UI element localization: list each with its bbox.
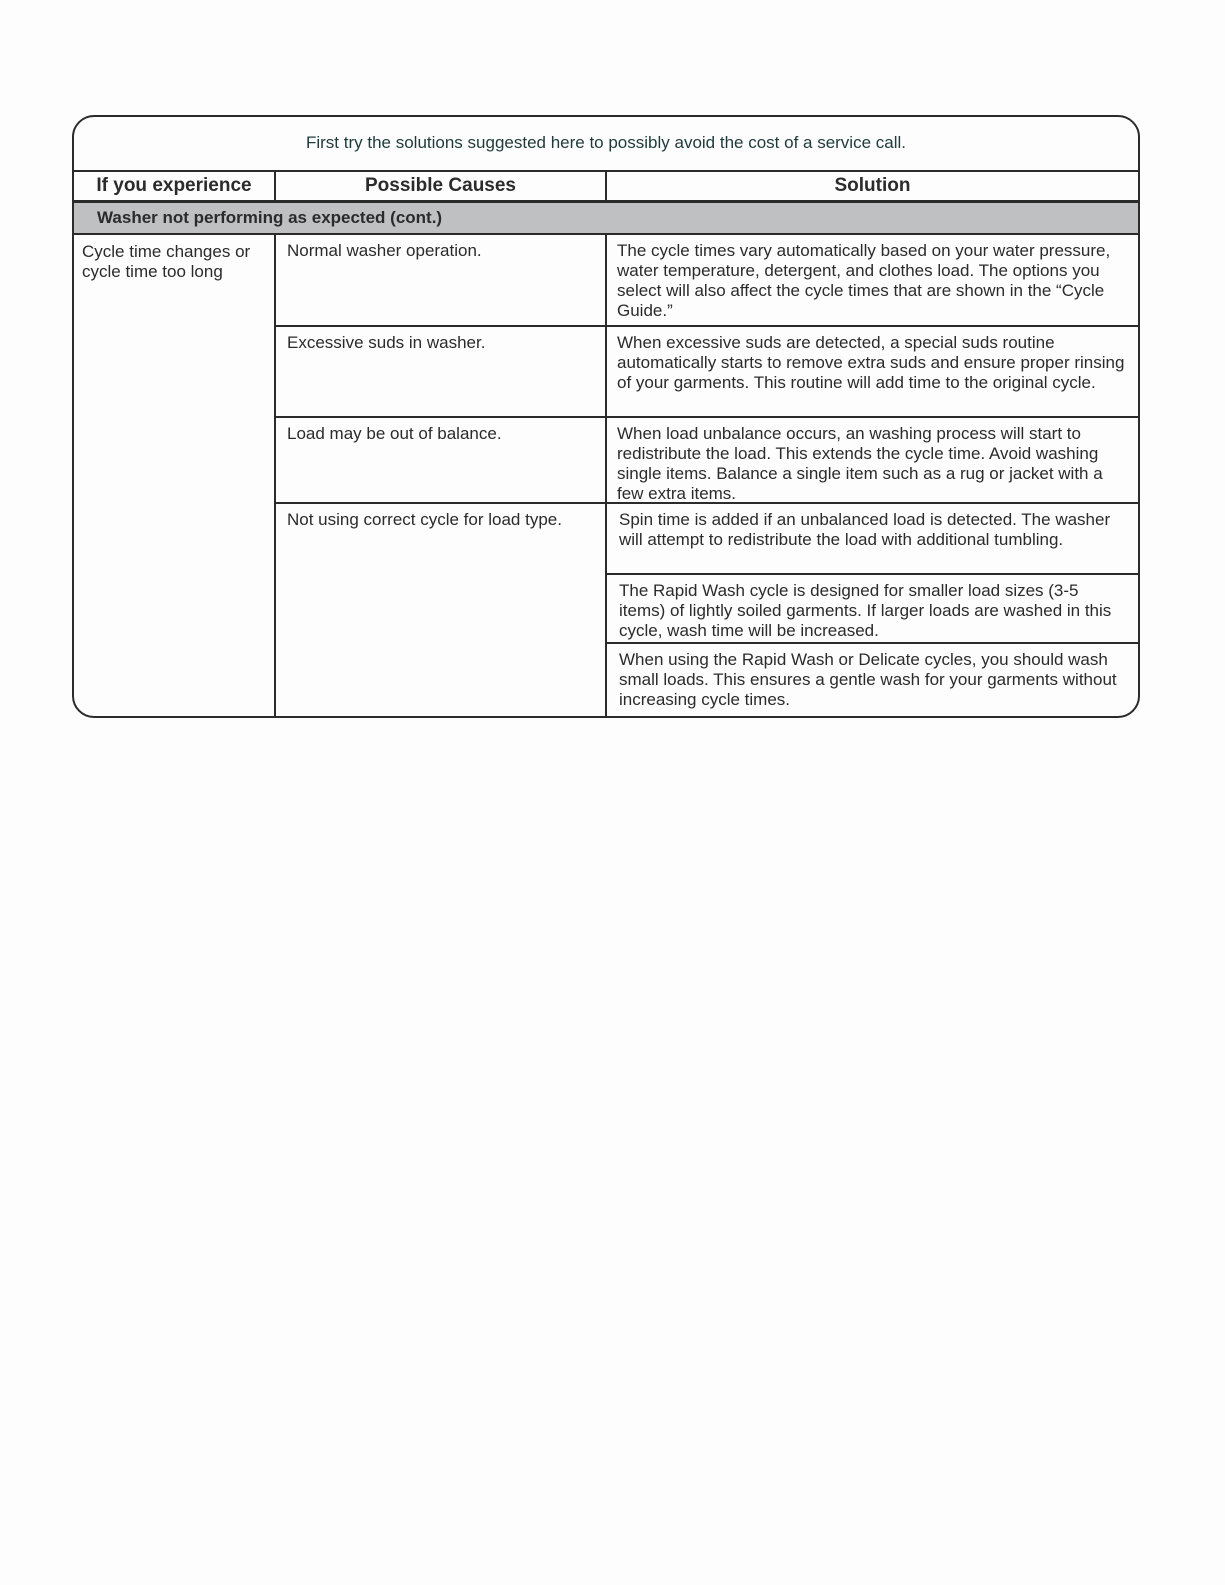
troubleshooting-table <box>72 115 1140 718</box>
header-causes: Possible Causes <box>276 172 607 200</box>
cause-cell: Not using correct cycle for load type. <box>276 504 607 716</box>
solution-cell: When using the Rapid Wash or Delicate cycles, you should wash small loads. This ensures a gentle wash for your garments without increasing cycle times. <box>619 650 1117 709</box>
header-solution: Solution <box>834 175 911 196</box>
header-experience: If you experience <box>74 172 276 200</box>
table-body <box>74 235 1138 716</box>
cause-cell: Load may be out of balance. <box>276 418 607 502</box>
cause-cell: Normal washer operation. <box>276 235 607 325</box>
solution-cell: When excessive suds are detected, a special suds routine automatically starts to remove extra suds and ensure proper rinsing of your garments. This routine will add time to the original cycle. <box>617 333 1125 392</box>
solution-cell: The cycle times vary automatically based on your water pressure, water temperature, detergent, and clothes load. The options you select will also affect the cycle times that are shown in the “Cycle Guide.” <box>617 241 1111 320</box>
solution-cell: Spin time is added if an unbalanced load is detected. The washer will attempt to redistribute the load with additional tumbling. <box>607 504 1138 575</box>
table-row <box>276 504 1138 716</box>
table-row <box>276 418 1138 504</box>
table-header <box>74 172 1138 203</box>
problem-cell: Cycle time changes or cycle time too long <box>74 235 276 716</box>
solution-cell: The Rapid Wash cycle is designed for smaller load sizes (3-5 items) of lightly soiled garments. If larger loads are washed in this cycle, wash time will be increased. <box>607 575 1138 644</box>
causes-solutions <box>276 235 1138 716</box>
section-title: Washer not performing as expected (cont.) <box>74 203 1138 235</box>
cause-cell: Excessive suds in washer. <box>276 327 607 416</box>
solution-cell: When load unbalance occurs, an washing process will start to redistribute the load. This extends the cycle time. Avoid washing single items. Balance a single item such as a rug or jacket with a few extra items. <box>617 424 1103 503</box>
table-row <box>276 327 1138 418</box>
intro-text: First try the solutions suggested here to possibly avoid the cost of a service call. <box>74 117 1138 172</box>
table-row <box>276 235 1138 327</box>
